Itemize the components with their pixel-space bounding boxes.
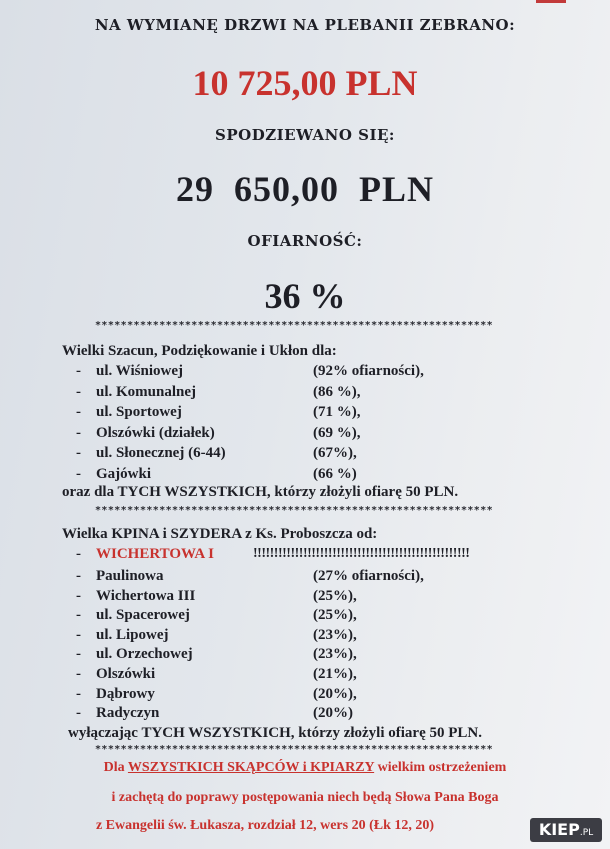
list-dash: - xyxy=(76,568,81,584)
list-dash: - xyxy=(76,445,81,461)
closing-line-1-post: wielkim ostrzeżeniem xyxy=(374,760,507,775)
list-dash: - xyxy=(76,383,81,400)
thanks-heading: Wielki Szacun, Podziękowanie i Ukłon dla: xyxy=(62,343,337,359)
expected-label: SPODZIEWANO SIĘ: xyxy=(215,126,395,144)
list-dash: - xyxy=(76,587,81,604)
list-dash: - xyxy=(76,465,81,482)
kiep-logo xyxy=(530,818,602,842)
list-item-value: (20%), xyxy=(313,685,357,702)
list-item-value: (66 %) xyxy=(313,465,357,482)
list-dash: - xyxy=(76,424,81,441)
list-item-name: ul. Komunalnej xyxy=(96,383,197,400)
separator-2: ************************************************************** xyxy=(95,505,494,516)
expected-amount: 29 650,00 PLN xyxy=(176,169,434,209)
list-item-name: Olszówki xyxy=(96,666,156,682)
notice-title: NA WYMIANĘ DRZWI NA PLEBANII ZEBRANO: xyxy=(94,16,516,34)
shame-heading: Wielka KPINA i SZYDERA z Ks. Proboszcza od: xyxy=(62,526,378,542)
separator-3: ************************************************************** xyxy=(95,744,494,755)
list-item-name: Wichertowa III xyxy=(96,587,196,604)
kiep-logo-brand: KIEP xyxy=(538,820,580,839)
list-item-value: (23%), xyxy=(313,646,357,663)
shame-first-name: WICHERTOWA I xyxy=(96,546,214,562)
list-item-value: (86 %), xyxy=(313,383,361,400)
closing-line-1 xyxy=(0,760,610,776)
list-dash: - xyxy=(76,546,81,562)
list-item-name: ul. Sportowej xyxy=(96,404,182,420)
list-dash: - xyxy=(76,626,81,643)
separator-1: ************************************************************** xyxy=(95,320,494,331)
list-item-value: (69 %), xyxy=(313,424,361,441)
list-item-name: ul. Spacerowej xyxy=(96,607,190,624)
generosity-percent: 36 % xyxy=(264,276,346,316)
kiep-logo-suffix: .PL xyxy=(579,828,594,838)
list-item-name: Radyczyn xyxy=(96,705,160,722)
list-item-name: ul. Słonecznej (6-44) xyxy=(96,445,226,461)
list-item-value: (20%) xyxy=(313,705,353,722)
list-item-name: Dąbrowy xyxy=(96,685,155,702)
list-item-value: (21%), xyxy=(313,666,357,682)
top-red-mark xyxy=(536,0,566,3)
list-dash: - xyxy=(76,363,81,379)
list-dash: - xyxy=(76,705,81,722)
list-item-name: ul. Lipowej xyxy=(96,626,169,643)
thanks-footer: oraz dla TYCH WSZYSTKICH, którzy złożyli ofiarę 50 PLN. xyxy=(62,484,459,500)
list-dash: - xyxy=(76,646,81,663)
collected-amount: 10 725,00 PLN xyxy=(192,63,418,103)
generosity-label: OFIARNOŚĆ: xyxy=(247,232,363,250)
list-item-value: (25%), xyxy=(313,607,357,624)
closing-line-3: z Ewangelii św. Łukasza, rozdział 12, wers 20 (Łk 12, 20) xyxy=(95,818,435,833)
list-dash: - xyxy=(76,607,81,624)
closing-emphasis: WSZYSTKICH SKĄPCÓW i KPIARZY xyxy=(127,760,375,775)
list-item-name: ul. Wiśniowej xyxy=(96,363,183,379)
list-item-value: (71 %), xyxy=(313,404,361,420)
list-item-value: (25%), xyxy=(313,587,357,604)
closing-line-1-pre: Dla xyxy=(103,760,128,775)
list-item-name: ul. Orzechowej xyxy=(96,646,193,663)
list-dash: - xyxy=(76,666,81,682)
list-item-name: Gajówki xyxy=(96,465,152,482)
shame-footer: wyłączając TYCH WSZYSTKICH, którzy złożyli ofiarę 50 PLN. xyxy=(68,725,482,741)
list-dash: - xyxy=(76,404,81,420)
shame-first-marks: !!!!!!!!!!!!!!!!!!!!!!!!!!!!!!!!!!!!!!!!!!!!!!!!!!!! xyxy=(253,546,470,561)
list-item-name: Paulinowa xyxy=(96,568,164,584)
closing-line-2: i zachętą do poprawy postępowania niech będą Słowa Pana Boga xyxy=(111,790,499,805)
list-item-name: Olszówki (działek) xyxy=(96,424,215,441)
list-dash: - xyxy=(76,685,81,702)
list-item-value: (92% ofiarności), xyxy=(313,363,424,379)
list-item-value: (27% ofiarności), xyxy=(313,568,424,584)
list-item-value: (23%), xyxy=(313,626,357,643)
list-item-value: (67%), xyxy=(313,445,357,461)
